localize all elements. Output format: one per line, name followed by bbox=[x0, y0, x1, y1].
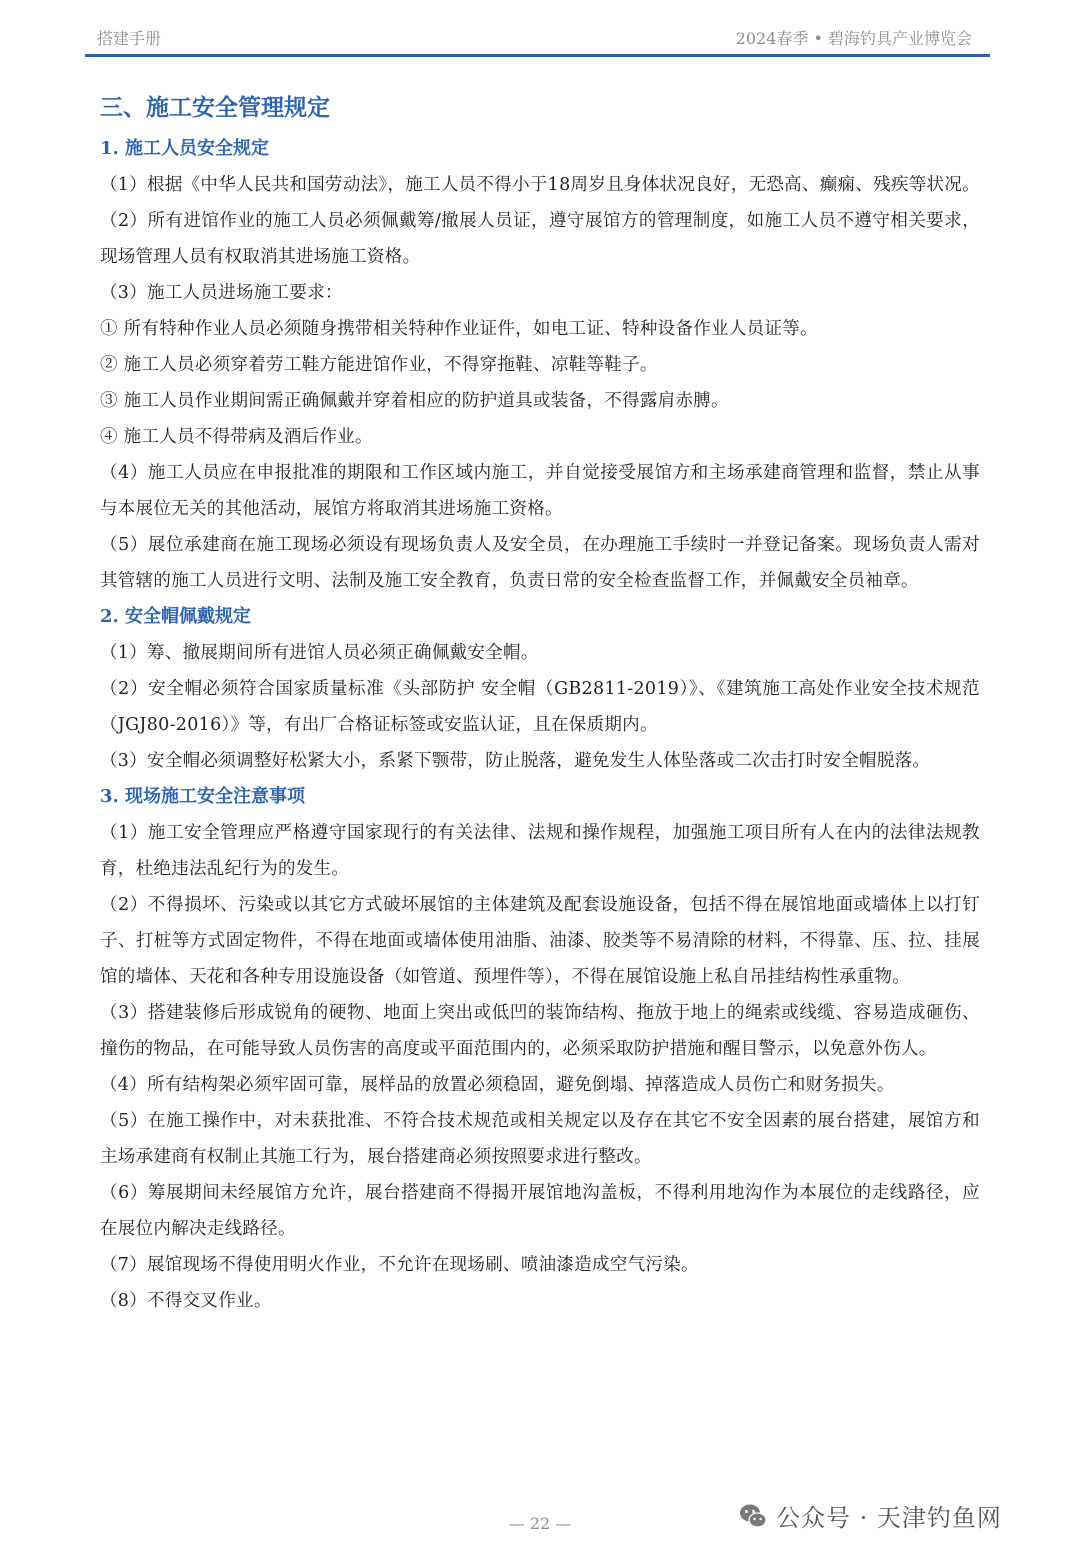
paragraph: （5）展位承建商在施工现场必须设有现场负责人及安全员，在办理施工手续时一并登记备案。现场负责人需对其管辖的施工人员进行文明、法制及施工安全教育，负责日常的安全检查监督工作，并佩戴安全员袖章。 bbox=[100, 535, 980, 591]
paragraph: ② 施工人员必须穿着劳工鞋方能进馆作业，不得穿拖鞋、凉鞋等鞋子。 bbox=[100, 355, 658, 375]
page-content bbox=[100, 88, 980, 1319]
subsection-title: 3. 现场施工安全注意事项 bbox=[100, 786, 306, 807]
page-header bbox=[85, 22, 990, 57]
subsection-3 bbox=[100, 779, 980, 1319]
paragraph: （1）施工安全管理应严格遵守国家现行的有关法律、法规和操作规程，加强施工项目所有人在内的法律法规教育，杜绝违法乱纪行为的发生。 bbox=[100, 823, 980, 879]
watermark bbox=[738, 1498, 1002, 1533]
paragraph: （7）展馆现场不得使用明火作业，不允许在现场刷、喷油漆造成空气污染。 bbox=[100, 1255, 699, 1275]
watermark-text: 公众号 · 天津钓鱼网 bbox=[776, 1504, 1002, 1532]
subsection-2 bbox=[100, 599, 980, 779]
paragraph: （8）不得交叉作业。 bbox=[100, 1291, 272, 1311]
wechat-icon bbox=[738, 1501, 768, 1531]
paragraph: （2）安全帽必须符合国家质量标准《头部防护 安全帽（GB2811-2019）》、《建筑施工高处作业安全技术规范（JGJ80-2016）》等，有出厂合格证标签或安监认证，且在保质期内。 bbox=[100, 679, 980, 735]
paragraph: （3）搭建装修后形成锐角的硬物、地面上突出或低凹的装饰结构、拖放于地上的绳索或线缆、容易造成砸伤、撞伤的物品，在可能导致人员伤害的高度或平面范围内的，必须采取防护措施和醒目警示，以免意外伤人。 bbox=[100, 1003, 980, 1059]
header-right-text: 2024春季 • 碧海钓具产业博览会 bbox=[735, 29, 972, 48]
paragraph: （6）筹展期间未经展馆方允许，展台搭建商不得揭开展馆地沟盖板，不得利用地沟作为本展位的走线路径，应在展位内解决走线路径。 bbox=[100, 1183, 980, 1239]
subsection-title: 1. 施工人员安全规定 bbox=[100, 138, 270, 159]
paragraph: ① 所有特种作业人员必须随身携带相关特种作业证件，如电工证、特种设备作业人员证等。 bbox=[100, 319, 818, 339]
paragraph: （4）施工人员应在申报批准的期限和工作区域内施工，并自觉接受展馆方和主场承建商管理和监督，禁止从事与本展位无关的其他活动，展馆方将取消其进场施工资格。 bbox=[100, 463, 980, 519]
section-title: 三、施工安全管理规定 bbox=[100, 94, 330, 121]
paragraph: （3）安全帽必须调整好松紧大小，系紧下颚带，防止脱落，避免发生人体坠落或二次击打时安全帽脱落。 bbox=[100, 751, 931, 771]
paragraph: （3）施工人员进场施工要求： bbox=[100, 283, 343, 303]
header-left-text: 搭建手册 bbox=[97, 29, 162, 48]
paragraph: （1）根据《中华人民共和国劳动法》，施工人员不得小于18周岁且身体状况良好，无恐高、癫痫、残疾等状况。 bbox=[100, 175, 980, 195]
paragraph: （2）不得损坏、污染或以其它方式破坏展馆的主体建筑及配套设施设备，包括不得在展馆地面或墙体上以打钉子、打桩等方式固定物件，不得在地面或墙体使用油脂、油漆、胶类等不易清除的材料，不得靠、压、拉、挂展馆的墙体、天花和各种专用设施设备（如管道、预埋件等），不得在展馆设施上私自吊挂结构性承重物。 bbox=[100, 895, 980, 987]
paragraph: （5）在施工操作中，对未获批准、不符合技术规范或相关规定以及存在其它不安全因素的展台搭建，展馆方和主场承建商有权制止其施工行为，展台搭建商必须按照要求进行整改。 bbox=[100, 1111, 980, 1167]
paragraph: （1）筹、撤展期间所有进馆人员必须正确佩戴安全帽。 bbox=[100, 643, 539, 663]
paragraph: ③ 施工人员作业期间需正确佩戴并穿着相应的防护道具或装备，不得露肩赤膊。 bbox=[100, 391, 729, 411]
subsection-1 bbox=[100, 131, 980, 599]
subsection-title: 2. 安全帽佩戴规定 bbox=[100, 606, 252, 627]
paragraph: （2）所有进馆作业的施工人员必须佩戴筹/撤展人员证，遵守展馆方的管理制度，如施工人员不遵守相关要求，现场管理人员有权取消其进场施工资格。 bbox=[100, 211, 980, 267]
page-number: — 22 — bbox=[508, 1514, 572, 1533]
paragraph: （4）所有结构架必须牢固可靠，展样品的放置必须稳固，避免倒塌、掉落造成人员伤亡和财务损失。 bbox=[100, 1075, 895, 1095]
paragraph: ④ 施工人员不得带病及酒后作业。 bbox=[100, 427, 373, 447]
